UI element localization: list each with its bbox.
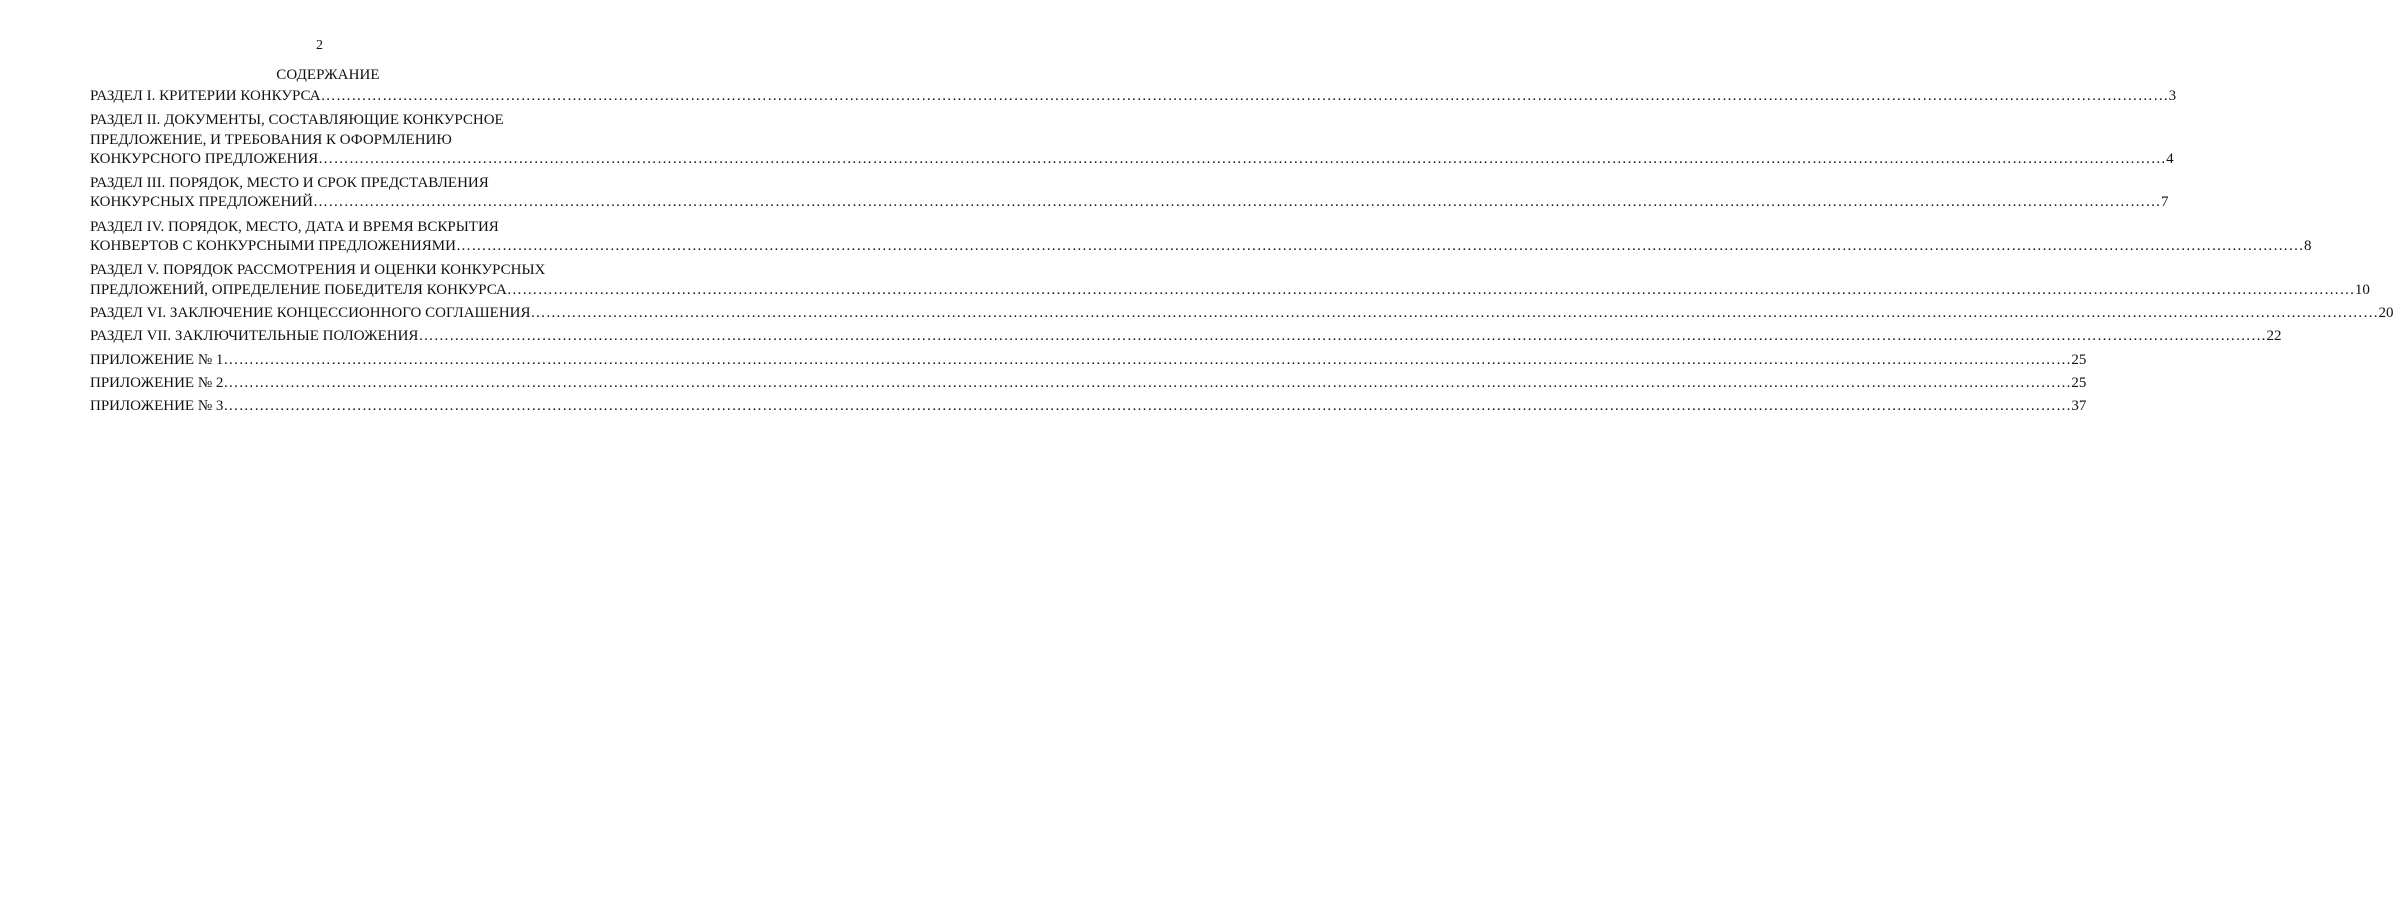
toc-entry-text-line: РАЗДЕЛ IV. ПОРЯДОК, МЕСТО, ДАТА И ВРЕМЯ ВСКРЫТИЯ (90, 218, 499, 235)
toc-entry-text: ПРИЛОЖЕНИЕ № 3 (90, 398, 224, 415)
toc-entry-leader-line (90, 304, 2394, 323)
toc-entry-leader-line (90, 397, 2087, 416)
toc-entry[interactable] (90, 304, 2394, 323)
dot-leader: ……………………………………………………………………………………………………………………………………………………………………………………………………………………………………………………………………………………………………………………………… (223, 374, 2072, 391)
toc-page-number: 22 (2266, 328, 2282, 345)
toc-entry-leader-line (90, 327, 2282, 346)
toc-entry[interactable] (90, 111, 2174, 169)
toc-entry-text: КОНКУРСНОГО ПРЕДЛОЖЕНИЯ (90, 150, 319, 167)
toc-title: СОДЕРЖАНИЕ (276, 67, 380, 83)
toc-page-number: 4 (2166, 150, 2174, 167)
toc-page-number: 25 (2071, 351, 2087, 368)
toc-entry[interactable] (90, 261, 2370, 300)
dot-leader: ……………………………………………………………………………………………………………………………………………………………………………………………………………………………………………………………………………………………………………………………… (223, 351, 2072, 368)
dot-leader: ……………………………………………………………………………………………………………………………………………………………………………………………………………………………………………………………………………………………………………………………… (455, 238, 2304, 255)
toc-page-number: 37 (2071, 398, 2087, 415)
toc-entry-leader-line (90, 374, 2087, 393)
toc-entry-leader-line (90, 87, 2177, 106)
page-number: 2 (316, 38, 323, 53)
dot-leader: ……………………………………………………………………………………………………………………………………………………………………………………………………………………………………………………………………………………………………………………………… (506, 281, 2355, 298)
toc-entry-text-line: РАЗДЕЛ III. ПОРЯДОК, МЕСТО И СРОК ПРЕДСТАВЛЕНИЯ (90, 175, 489, 192)
dot-leader: ……………………………………………………………………………………………………………………………………………………………………………………………………………………………………………………………………………………………………………………………… (320, 88, 2169, 104)
table-of-contents (90, 87, 2394, 421)
toc-entry-leader-line (90, 237, 2312, 256)
toc-entry-leader-line (90, 193, 2169, 212)
toc-entry-text: РАЗДЕЛ VII. ЗАКЛЮЧИТЕЛЬНЫЕ ПОЛОЖЕНИЯ (90, 328, 419, 345)
toc-page-number: 20 (2378, 304, 2394, 321)
dot-leader: ……………………………………………………………………………………………………………………………………………………………………………………………………………………………………………………………………………………………………………………………… (312, 194, 2161, 211)
toc-entry-text: КОНКУРСНЫХ ПРЕДЛОЖЕНИЙ (90, 194, 313, 211)
toc-entry-leader-line (90, 281, 2370, 300)
toc-page-number: 3 (2168, 88, 2177, 104)
dot-leader: ……………………………………………………………………………………………………………………………………………………………………………………………………………………………………………………………………………………………………………………………… (418, 328, 2267, 345)
toc-entry[interactable] (90, 374, 2087, 393)
toc-page-number: 7 (2160, 194, 2169, 211)
toc-entry-text: ПРЕДЛОЖЕНИЙ, ОПРЕДЕЛЕНИЕ ПОБЕДИТЕЛЯ КОНКУРСА (90, 281, 507, 298)
toc-entry[interactable] (90, 327, 2282, 346)
toc-entry-text: РАЗДЕЛ VI. ЗАКЛЮЧЕНИЕ КОНЦЕССИОННОГО СОГЛАШЕНИЯ (90, 304, 531, 321)
dot-leader: ……………………………………………………………………………………………………………………………………………………………………………………………………………………………………………………………………………………………………………………………… (223, 398, 2072, 415)
toc-page-number: 8 (2303, 238, 2312, 255)
toc-entry-text: ПРИЛОЖЕНИЕ № 2 (90, 374, 224, 391)
toc-entry-text-line: ПРЕДЛОЖЕНИЕ, И ТРЕБОВАНИЯ К ОФОРМЛЕНИЮ (90, 131, 452, 148)
toc-entry[interactable] (90, 174, 2169, 213)
toc-entry[interactable] (90, 218, 2312, 257)
toc-entry-leader-line (90, 150, 2174, 169)
toc-entry-text: ПРИЛОЖЕНИЕ № 1 (90, 351, 224, 368)
toc-entry[interactable] (90, 87, 2177, 106)
toc-entry-leader-line (90, 351, 2087, 370)
dot-leader: ……………………………………………………………………………………………………………………………………………………………………………………………………………………………………………………………………………………………………………………………… (530, 304, 2379, 321)
toc-page-number: 10 (2354, 281, 2370, 298)
toc-entry-text-line: РАЗДЕЛ II. ДОКУМЕНТЫ, СОСТАВЛЯЮЩИЕ КОНКУРСНОЕ (90, 112, 504, 129)
toc-entry[interactable] (90, 397, 2087, 416)
dot-leader: ……………………………………………………………………………………………………………………………………………………………………………………………………………………………………………………………………………………………………………………………… (318, 150, 2167, 167)
toc-entry-text-line: РАЗДЕЛ V. ПОРЯДОК РАССМОТРЕНИЯ И ОЦЕНКИ КОНКУРСНЫХ (90, 262, 546, 279)
toc-page-number: 25 (2071, 374, 2087, 391)
toc-entry-text: РАЗДЕЛ I. КРИТЕРИИ КОНКУРСА (90, 88, 321, 104)
toc-entry[interactable] (90, 351, 2087, 370)
toc-entry-text: КОНВЕРТОВ С КОНКУРСНЫМИ ПРЕДЛОЖЕНИЯМИ (90, 238, 456, 255)
